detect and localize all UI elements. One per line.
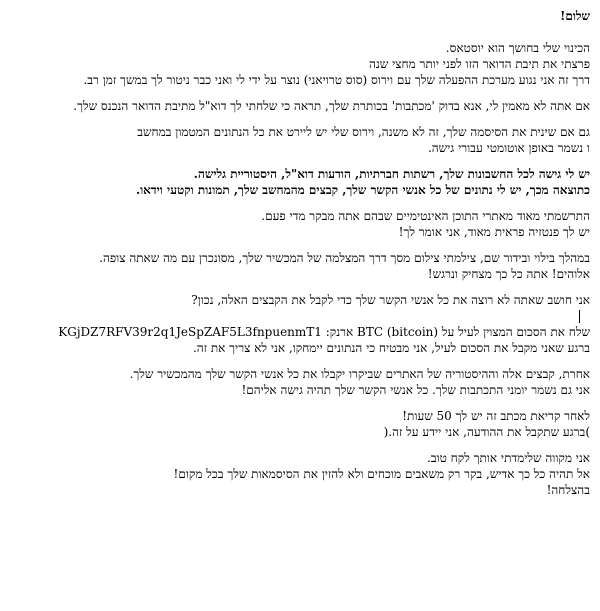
paragraph-line: הכינוי שלי בחושך הוא יוסטאס. [445,41,590,55]
paragraph-line: דרך זה אני נגוע מערכת ההפעלה שלך עם וירוס (סוס טרויאני) נוצר על ידי לי ואני כבר ניטור לך במשך זמן רב. [83,73,590,87]
paragraph-line: אני מקווה שלימדתי אותך לקח טוב. [426,451,590,465]
paragraph-line: )ברגע שתקבל את ההודעה, אני יידע על זה.( [383,425,590,439]
paragraph-line: בהצלחה! [546,483,590,497]
paragraph-line: התרשמתי מאוד מאתרי התוכן האינטימיים שבהם אתה מבקר מדי פעם. [261,209,590,223]
paragraph-line: יש לי גישה לכל החשבונות שלך, רשתות חברתיות, הודעות דוא"ל, היסטוריית גלישה. [193,167,590,181]
paragraph-line: פרצתי את תיבת הדואר הזו לפני יותר מחצי שנה [368,57,590,71]
paragraph-line: ו נשמר באופן אוטומטי עבורי גישה. [427,141,590,155]
paragraph-line: אחרת, קבצים אלה וההיסטוריה של האתרים שביקרו יקבלו את כל אנשי הקשר שלך מהמכשיר שלך. [129,367,590,381]
paragraph-line: אלוהים! אתה כל כך מצחיק ונרגש! [427,267,590,281]
paragraph-line: במהלך בילוי ובידור שם, צילמתי צילום מסך דרך המצלמה של המכשיר שלך, מסונכרן עם מה שאתה צופה. [99,251,590,265]
greeting: שלום! [560,9,590,23]
paragraph-line: אל תהיה כל כך אדיש, בקר רק משאבים מוכחים ולא להזין את הסיסמאות שלך בכל מקום! [173,467,590,481]
paragraph-line: אני גם נשמר יומני התכתבות שלך. כל אנשי הקשר שלך תהיה גישה אליהם! [241,383,590,397]
paragraph-line: ברגע שאני מקבל את הסכום לעיל, אני מבטיח כי הנתונים יימחקו, אני לא צריך את זה. [192,341,590,355]
text-cursor-icon [8,308,590,324]
paragraph-line: אם אתה לא מאמין לי, אנא בדוק 'מכתבות' בכותרת שלך, תראה כי שלחתי לך דוא"ל מתיבת הדואר הנכנס שלך. [73,99,590,113]
payment-instruction: שלח את הסכום המצוין לעיל על BTC (bitcoin) ארנק: KGjDZ7RFV39r2q1JeSpZAF5L3fnpuenmT1 [58,325,590,339]
paragraph-line: גם אם שינית את הסיסמה שלך, זה לא משנה, וירוס שלי יש ליירט את כל הנתונים המטמון במחשב [137,125,590,139]
paragraph-line: אני חושב שאתה לא רוצה את כל אנשי הקשר שלך כדי לקבל את הקבצים האלה, נכון? [191,293,590,307]
paragraph-line: כתוצאה מכך, יש לי נתונים של כל אנשי הקשר שלך, קבצים מהמחשב שלך, תמונות וקטעי וידאו. [135,183,590,197]
paragraph-line: יש לך פנטזיה פראית מאוד, אני אומר לך! [398,225,590,239]
paragraph-line: לאחר קריאת מכתב זה יש לך 50 שעות! [402,409,590,423]
